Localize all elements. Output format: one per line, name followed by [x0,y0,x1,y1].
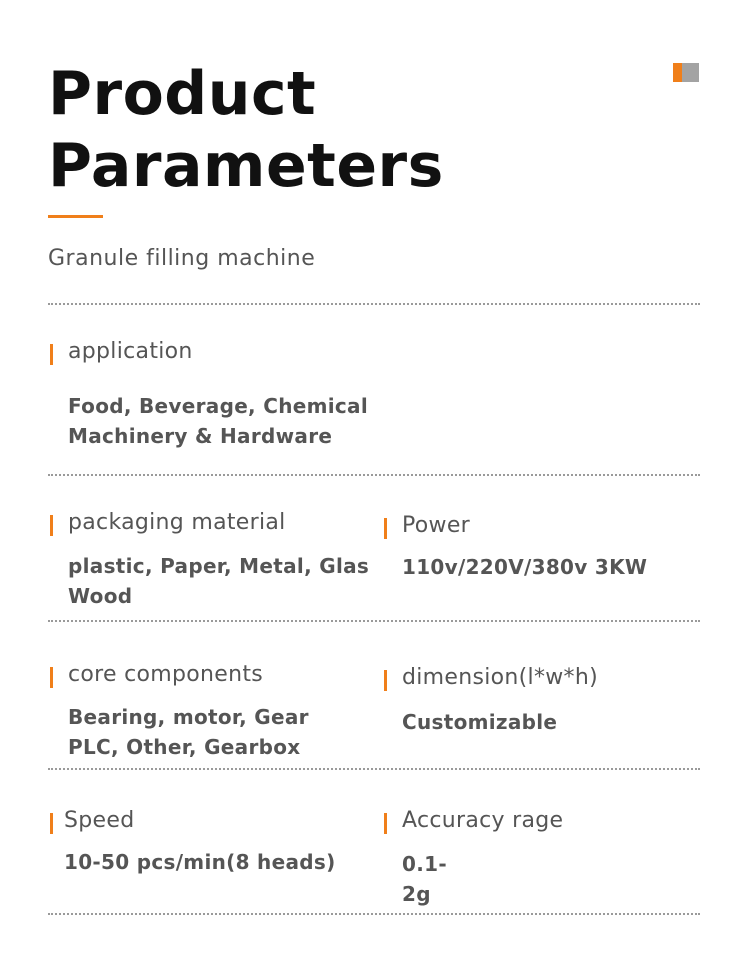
application-value [68,391,368,451]
divider [48,303,700,305]
label-marker [50,667,53,688]
packaging-material-value-line1: plastic, Paper, Metal, Glas [68,554,370,578]
accuracy-value-line1: 0.1- [402,852,447,876]
core-components-value-line1: Bearing, motor, Gear [68,705,309,729]
packaging-material-value-line2: Wood [68,584,133,608]
core-components-label: core components [68,662,264,687]
label-marker [50,515,53,536]
title-underline [48,215,103,218]
label-marker [384,518,387,539]
divider [48,474,700,476]
application-label: application [68,339,193,364]
divider [48,620,700,622]
accuracy-label: Accuracy rage [402,808,564,833]
application-value-line1: Food, Beverage, Chemical [68,394,369,418]
power-value [402,552,647,582]
power-value-line1: 110v/220V/380v 3KW [402,555,648,579]
packaging-material-label: packaging material [68,510,286,535]
divider [48,913,700,915]
speed-label: Speed [64,808,135,833]
dimension-value [402,707,557,737]
power-label: Power [402,513,471,538]
application-value-line2: Machinery & Hardware [68,424,333,448]
page-title-line1: Product [48,59,317,129]
label-marker [50,344,53,365]
packaging-material-value [68,551,369,611]
accuracy-value-line2: 2g [402,882,431,906]
product-subtitle: Granule filling machine [48,246,316,271]
divider [48,768,700,770]
speed-value-line1: 10-50 pcs/min(8 heads) [64,850,336,874]
label-marker [384,670,387,691]
dimension-value-line1: Customizable [402,710,558,734]
accuracy-value [402,849,447,909]
page-title-line2: Parameters [48,131,444,201]
label-marker [50,813,53,834]
core-components-value [68,702,309,762]
page-title [48,58,444,202]
corner-mark-icon [673,63,699,82]
speed-value [64,847,336,877]
label-marker [384,813,387,834]
corner-mark-orange [673,63,682,82]
core-components-value-line2: PLC, Other, Gearbox [68,735,301,759]
corner-mark-gray [682,63,699,82]
dimension-label: dimension(l*w*h) [402,665,598,690]
